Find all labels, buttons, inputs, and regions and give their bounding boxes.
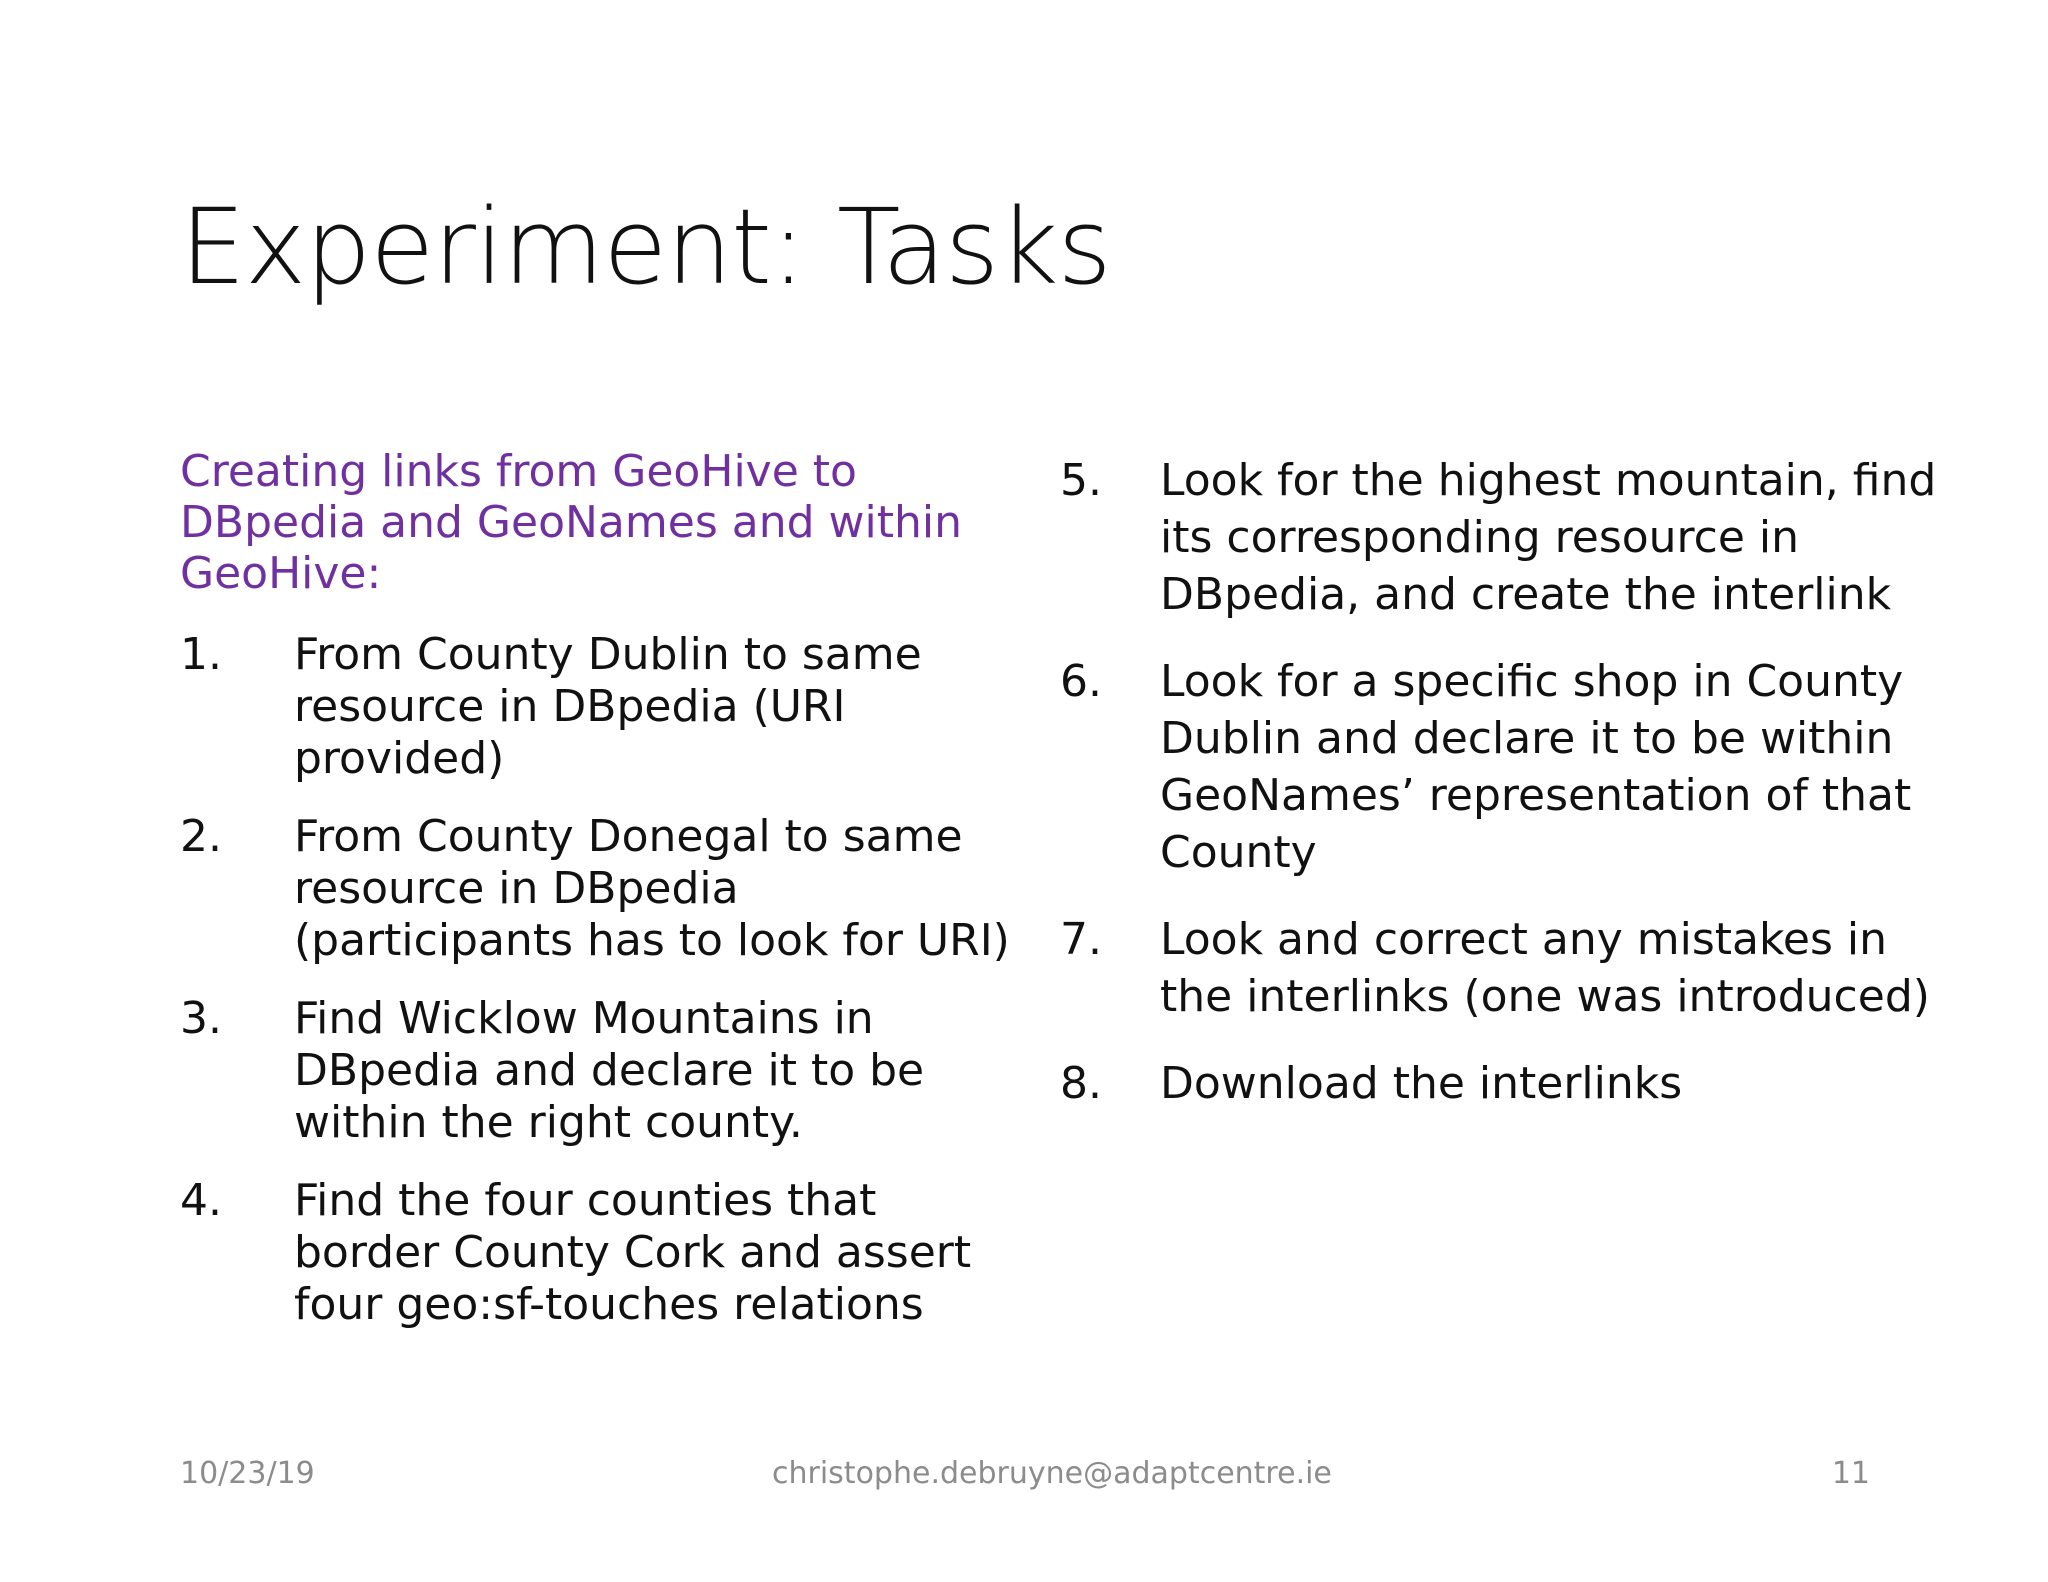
footer-date: 10/23/19 xyxy=(180,1456,315,1491)
task-number: 2. xyxy=(180,811,222,862)
list-item xyxy=(1060,1055,1960,1112)
task-list-right xyxy=(1060,452,1960,1112)
list-item xyxy=(180,993,1010,1149)
right-column xyxy=(1060,452,1960,1142)
slide-number: 11 xyxy=(1831,1456,1870,1491)
task-text: Download the interlinks xyxy=(1160,1058,1683,1109)
task-number: 6. xyxy=(1060,656,1102,707)
list-item xyxy=(180,1175,1010,1331)
task-text: Look for the highest mountain, find its corresponding resource in DBpedia, and create the interlink xyxy=(1160,455,1937,620)
footer-email: christophe.debruyne@adaptcentre.ie xyxy=(772,1456,1332,1491)
list-item xyxy=(180,811,1010,967)
list-item xyxy=(1060,653,1960,881)
task-text: Look and correct any mistakes in the interlinks (one was introduced) xyxy=(1160,914,1930,1022)
list-item xyxy=(180,629,1010,785)
task-number: 1. xyxy=(180,629,222,680)
task-number: 3. xyxy=(180,993,222,1044)
task-number: 8. xyxy=(1060,1058,1102,1109)
intro-text: Creating links from GeoHive to DBpedia and GeoNames and within GeoHive: xyxy=(180,446,962,599)
task-number: 4. xyxy=(180,1175,222,1226)
task-text: Find Wicklow Mountains in DBpedia and declare it to be within the right county. xyxy=(294,993,925,1148)
list-item xyxy=(1060,452,1960,623)
slide-title: Experiment: Tasks xyxy=(180,186,1111,308)
list-item xyxy=(1060,911,1960,1025)
task-text: From County Dublin to same resource in DBpedia (URI provided) xyxy=(294,629,922,784)
task-number: 5. xyxy=(1060,455,1102,506)
left-column xyxy=(180,446,1010,1357)
task-list-left xyxy=(180,629,1010,1331)
task-text: From County Donegal to same resource in DBpedia (participants has to look for URI) xyxy=(294,811,1010,966)
task-text: Look for a specific shop in County Dublin and declare it to be within GeoNames’ representation of that County xyxy=(1160,656,1912,878)
task-text: Find the four counties that border County Cork and assert four geo:sf-touches relations xyxy=(294,1175,972,1330)
task-number: 7. xyxy=(1060,914,1102,965)
